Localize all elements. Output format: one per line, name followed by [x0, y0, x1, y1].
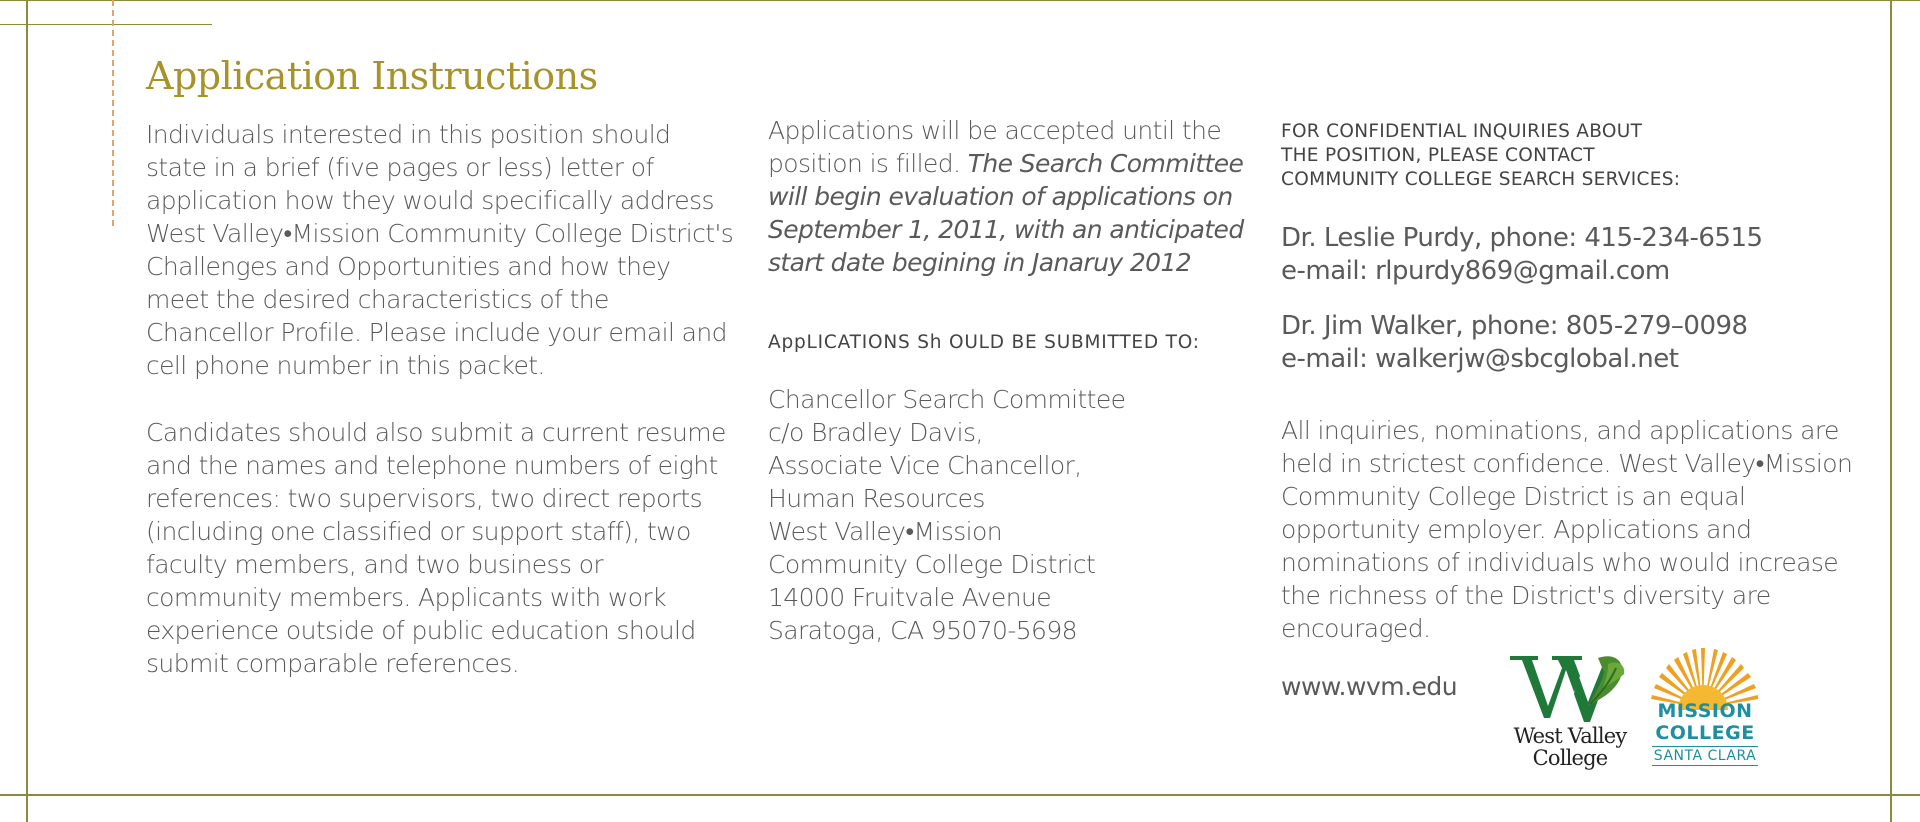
- contact-email-link[interactable]: e-mail: walkerjw@sbcglobal.net: [1281, 344, 1679, 374]
- inquiries-heading-line: COMMUNITY COLLEGE SEARCH SERVICES:: [1281, 169, 1681, 190]
- inquiries-heading: [1281, 120, 1881, 192]
- frame-bottom-border: [0, 794, 1920, 796]
- confidentiality-statement: All inquiries, nominations, and applications are held in strictest confidence. West Valley•Mission Community College District is an equal opportunity employer. Applications and nominations of individuals who would increase the richness of the District's diversity are encouraged.: [1281, 416, 1853, 643]
- mission-logo-sub: SANTA CLARA: [1653, 748, 1757, 764]
- mission-logo-line: COLLEGE: [1655, 722, 1755, 744]
- instructions-paragraph-1: Individuals interested in this position should state in a brief (five pages or less) letter of application how they would specifically address West Valley•Mission Community College District's Challenges and Opportunities and how they meet the desired characteristics of the Chancellor Profile. Please include your email and cell phone number in this packet.: [146, 120, 734, 380]
- address-line: Chancellor Search Committee: [768, 385, 1126, 414]
- frame-top-accent: [0, 24, 212, 25]
- inquiries-heading-line: FOR CONFIDENTIAL INQUIRIES ABOUT: [1281, 121, 1643, 142]
- address-line: Community College District: [768, 550, 1096, 579]
- address-line: Human Resources: [768, 484, 985, 513]
- address-line: Associate Vice Chancellor,: [768, 451, 1082, 480]
- mission-college-logo-text: [1650, 700, 1760, 766]
- frame-right-border: [1890, 0, 1892, 822]
- contact-phone: Dr. Leslie Purdy, phone: 415-234-6515: [1281, 223, 1763, 253]
- address-line: West Valley•Mission: [768, 517, 1002, 546]
- west-valley-logo-line: College: [1532, 746, 1608, 770]
- frame-dashed-guide: [112, 0, 114, 226]
- mission-logo-line: MISSION: [1657, 700, 1753, 722]
- contact-purdy: [1281, 222, 1881, 288]
- submit-heading: AppLICATIONS Sh OULD BE SUBMITTED TO:: [768, 332, 1200, 353]
- west-valley-logo-line: West Valley: [1513, 724, 1627, 748]
- address-line: c/o Bradley Davis,: [768, 418, 983, 447]
- contact-phone: Dr. Jim Walker, phone: 805-279–0098: [1281, 311, 1748, 341]
- instructions-paragraph-2: Candidates should also submit a current resume and the names and telephone numbers of eight references: two supervisors, two direct reports (including one classified or support staff), two faculty members, and two business or community members. Applicants with work experience outside of public education should submit comparable references.: [146, 418, 726, 678]
- acceptance-italic-text: The Search Committee will begin evaluation of applications on September 1, 2011, with an anticipated start date begining in Janaruy 2012: [768, 149, 1244, 277]
- acceptance-paragraph: [768, 114, 1248, 279]
- west-valley-logo-text: [1505, 725, 1635, 769]
- contact-walker: [1281, 310, 1881, 376]
- page-title: Application Instructions: [146, 54, 598, 98]
- column-instructions: [146, 118, 736, 714]
- frame-top-border: [0, 0, 1920, 1]
- inquiries-heading-line: THE POSITION, PLEASE CONTACT: [1281, 145, 1595, 166]
- address-line: Saratoga, CA 95070-5698: [768, 616, 1077, 645]
- website-link[interactable]: www.wvm.edu: [1281, 672, 1458, 701]
- contact-email-link[interactable]: e-mail: rlpurdy869@gmail.com: [1281, 256, 1670, 286]
- acceptance-plain-text: Applications will be accepted until the position is filled.: [768, 116, 1222, 178]
- column-inquiries: [1281, 120, 1881, 645]
- mailing-address: [768, 383, 1248, 647]
- column-submission: [768, 114, 1248, 647]
- address-line: 14000 Fruitvale Avenue: [768, 583, 1051, 612]
- frame-left-border: [26, 0, 28, 822]
